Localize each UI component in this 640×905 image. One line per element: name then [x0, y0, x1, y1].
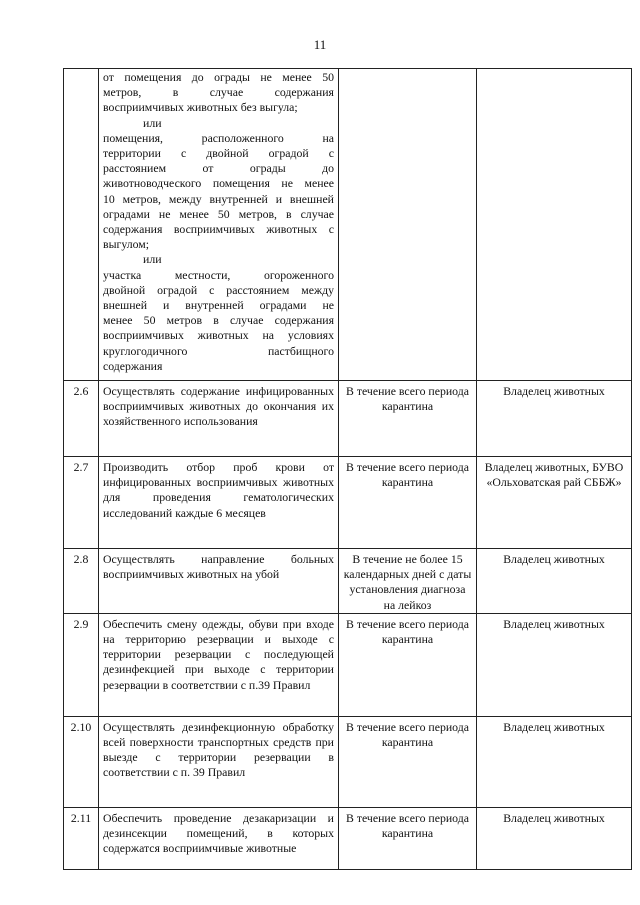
cell-term: В течение всего периода карантина — [339, 457, 477, 549]
table-row — [64, 549, 632, 614]
cell-number: 2.7 — [64, 457, 99, 549]
table-row — [64, 613, 632, 716]
cell-responsible: Владелец животных — [477, 716, 632, 807]
continuation-line: двойной оградой с расстоянием между — [103, 282, 334, 297]
cell-term: В течение всего периода карантина — [339, 716, 477, 807]
cell-responsible: Владелец животных — [477, 381, 632, 457]
cell-term — [339, 69, 477, 381]
cell-responsible: Владелец животных — [477, 549, 632, 614]
continuation-line: помещения, расположенного на — [103, 130, 334, 145]
continuation-line: от помещения до ограды не менее 50 — [103, 70, 334, 84]
cell-action-continuation — [99, 69, 339, 381]
connector-or: или — [143, 115, 162, 130]
cell-action: Производить отбор проб крови от инфицированных восприимчивых животных для проведения гематологических исследований каждые 6 месяцев — [99, 457, 339, 549]
cell-number: 2.11 — [64, 807, 99, 869]
cell-term: В течение всего периода карантина — [339, 807, 477, 869]
page-number: 11 — [313, 37, 327, 52]
cell-action: Обеспечить смену одежды, обуви при входе на территорию резервации и выходе с территории резервации с последующей дезинфекцией при выходе с территории резервации в соответствии с п.39 Правил — [99, 613, 339, 716]
cell-number — [64, 69, 99, 381]
cell-number: 2.8 — [64, 549, 99, 614]
continuation-line: метров, в случае содержания — [103, 85, 334, 100]
table-row-continuation — [64, 69, 632, 381]
continuation-line: содержания — [103, 358, 163, 373]
cell-number: 2.9 — [64, 613, 99, 716]
cell-term: В течение не более 15 календарных дней с даты установления диагноза на лейкоз — [339, 549, 477, 614]
continuation-line: животноводческого помещения не менее — [103, 176, 334, 191]
cell-term: В течение всего периода карантина — [339, 613, 477, 716]
measures-table — [63, 68, 632, 870]
cell-action: Осуществлять содержание инфицированных восприимчивых животных до окончания их хозяйственного использования — [99, 381, 339, 457]
continuation-line: восприимчивых животных без выгула; — [103, 100, 298, 115]
table-row — [64, 807, 632, 869]
cell-number: 2.6 — [64, 381, 99, 457]
continuation-line: круглогодичного пастбищного — [103, 343, 334, 358]
continuation-line: расстоянием от ограды до — [103, 161, 334, 176]
cell-responsible: Владелец животных — [477, 613, 632, 716]
continuation-line: 10 метров, между внутренней и внешней — [103, 191, 334, 206]
cell-responsible: Владелец животных, БУВО «Ольховатская рай СББЖ» — [477, 457, 632, 549]
table-row — [64, 716, 632, 807]
continuation-line: внешней и внутренней оградами не — [103, 298, 334, 313]
table-row — [64, 457, 632, 549]
continuation-line: содержания восприимчивых животных с — [103, 222, 334, 237]
cell-responsible: Владелец животных — [477, 807, 632, 869]
cell-number: 2.10 — [64, 716, 99, 807]
cell-action: Осуществлять направление больных восприимчивых животных на убой — [99, 549, 339, 614]
connector-or: или — [143, 252, 162, 267]
continuation-line: оградами не менее 50 метров, в случае — [103, 206, 334, 221]
cell-action: Осуществлять дезинфекционную обработку всей поверхности транспортных средств при выезде с территории резервации в соответствии с п. 39 Правил — [99, 716, 339, 807]
continuation-line: территории с двойной оградой с — [103, 146, 334, 161]
cell-responsible — [477, 69, 632, 381]
table-row — [64, 381, 632, 457]
continuation-line: выгулом; — [103, 237, 150, 252]
continuation-line: участка местности, огороженного — [103, 267, 334, 282]
cell-action: Обеспечить проведение дезакаризации и дезинсекции помещений, в которых содержатся восприимчивые животные — [99, 807, 339, 869]
continuation-line: восприимчивых животных на условиях — [103, 328, 334, 343]
continuation-line: менее 50 метров в случае содержания — [103, 313, 334, 328]
cell-term: В течение всего периода карантина — [339, 381, 477, 457]
